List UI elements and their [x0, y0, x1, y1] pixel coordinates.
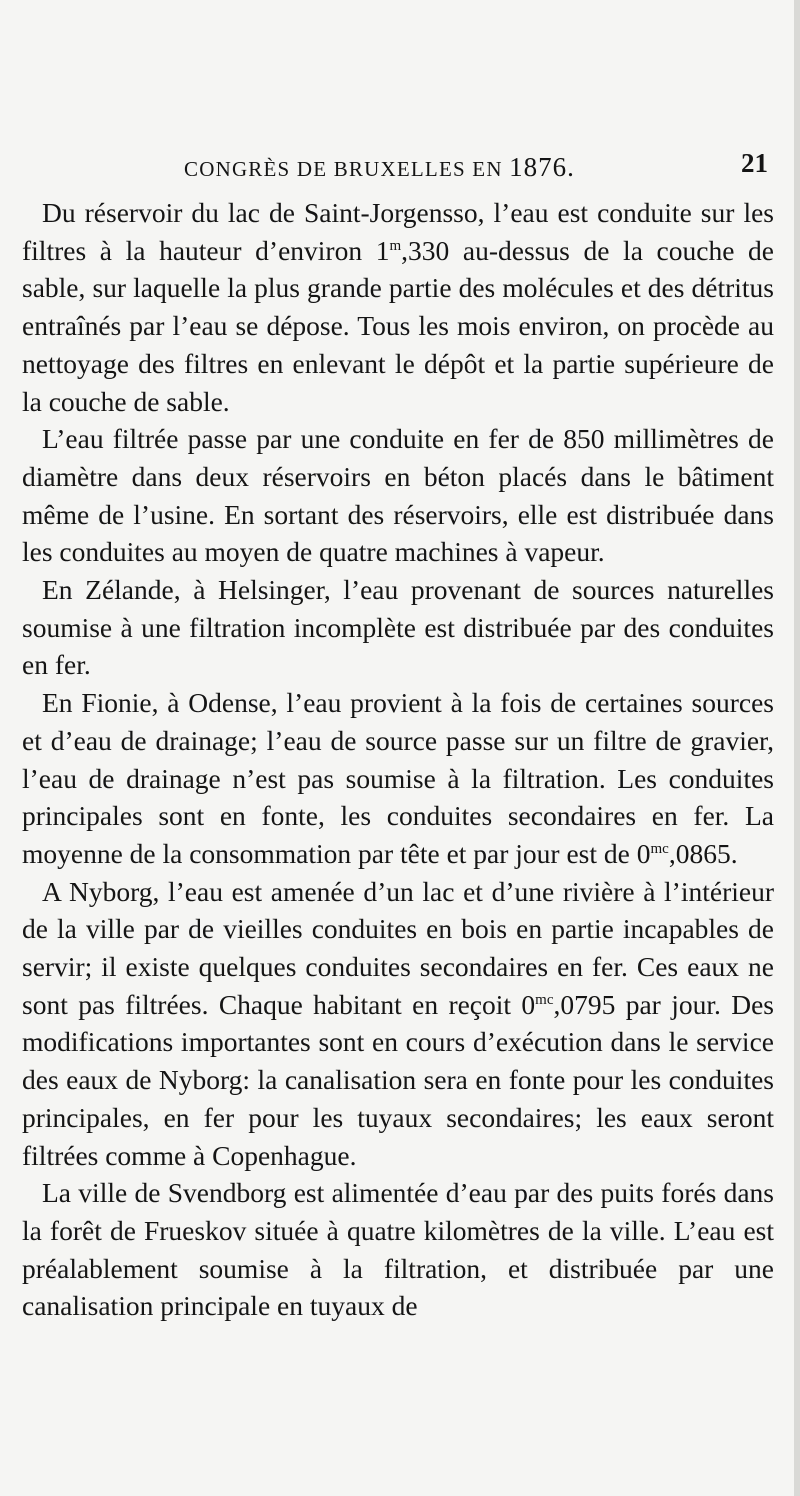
unit-superscript: m [389, 237, 402, 254]
paragraph-1-text-b: ,330 au-dessus de la couche de sable, sur laquelle la plus grande partie des molécules et des détritus entraînés par l’eau se dépose. Tous les mois environ, on procède au nettoyage des filtres en enlevant le dépôt et la partie supérieure de la couche de sable. [22, 234, 774, 417]
running-header [22, 146, 772, 190]
paragraph-1 [22, 194, 774, 420]
paragraph-5 [22, 873, 774, 1175]
paragraph-3: En Zélande, à Helsinger, l’eau provenant de sources naturelles soumise à une filtration incomplète est distribuée par des conduites en fer. [22, 574, 774, 681]
paragraph-4-text-a: En Fionie, à Odense, l’eau provient à la fois de certaines sources et d’eau de drainage; l’eau de source passe sur un filtre de gravier, l’eau de drainage n’est pas soumise à la filtration. Les conduites principales sont en fonte, les conduites secondaires en fer. La moyenne de la consommation par tête et par jour est de 0 [22, 687, 774, 869]
running-title-text: CONGRÈS DE BRUXELLES EN [184, 157, 503, 181]
page-edge-shadow [794, 0, 800, 1496]
running-title [184, 152, 575, 183]
paragraph-5-text-a: A Nyborg, l’eau est amenée d’un lac et d’une rivière à l’intérieur de la ville par de vieilles conduites en bois en partie incapables de servir; il existe quelques conduites secondaires en fer. Ces eaux ne sont pas filtrées. Chaque habitant en reçoit 0 [22, 875, 774, 1020]
unit-superscript: mc [535, 991, 554, 1008]
page-number: 21 [741, 148, 768, 178]
paragraph-6: La ville de Svendborg est alimentée d’eau par des puits forés dans la forêt de Frueskov située à quatre kilomètres de la ville. L’eau est préalablement soumise à la filtration, et distribuée par une canalisation principale en tuyaux de [22, 1177, 774, 1322]
body-text [22, 194, 774, 1325]
running-title-year: 1876. [509, 152, 575, 182]
paragraph-1-text-a: Du réservoir du lac de Saint-Jorgensso, l’eau est conduite sur les filtres à la hauteur d’environ 1 [22, 197, 774, 266]
paragraph-4 [22, 684, 774, 873]
paragraph-5-text-b: ,0795 par jour. Des modifications importantes sont en cours d’exécution dans le service des eaux de Nyborg: la canalisation sera en fonte pour les conduites principales, en fer pour les tuyaux secondaires; les eaux seront filtrées comme à Copenhague. [22, 988, 774, 1171]
paragraph-4-text-b: ,0865. [668, 837, 738, 869]
unit-superscript: mc [650, 840, 669, 857]
paragraph-2: L’eau filtrée passe par une conduite en fer de 850 millimètres de diamètre dans deux réservoirs en béton placés dans le bâtiment même de l’usine. En sortant des réservoirs, elle est distribuée dans les conduites au moyen de quatre machines à vapeur. [22, 423, 774, 568]
